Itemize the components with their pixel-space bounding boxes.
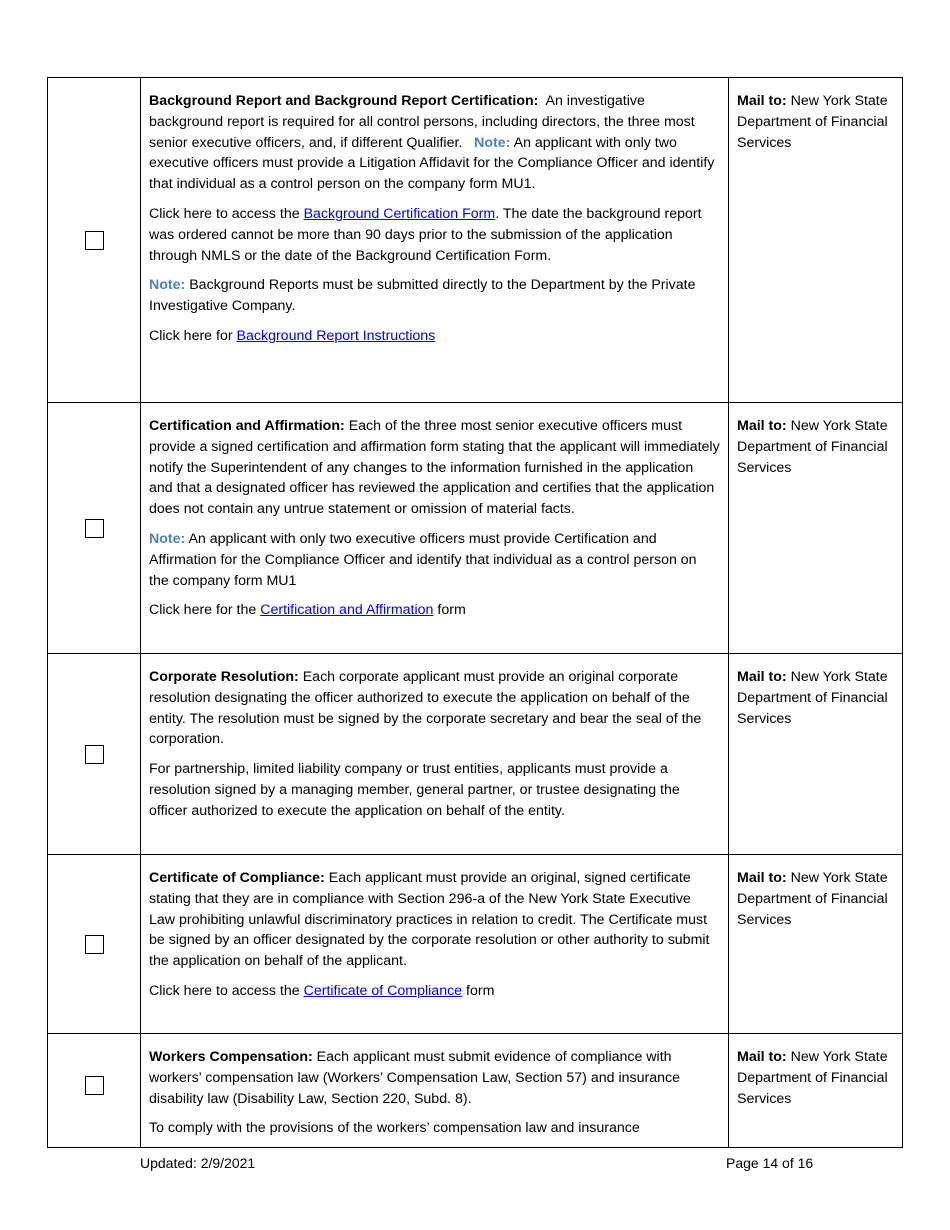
description-cell: Corporate Resolution: Each corporate applicant must provide an original corporate resolution designating the officer authorized to execute the application on behalf of the entity. The resolution must be signed by the corporate secretary and bear the seal of the corporation. For partnership, limited liability company or trust entities, applicants must provide a resolution signed by a managing member, general partner, or trustee designating the officer authorized to execute the application on behalf of the entity. <box>141 654 729 855</box>
mail-to-label: Mail to: <box>737 870 787 886</box>
row-title: Corporate Resolution: <box>149 669 299 685</box>
footer-page-number: Page 14 of 16 <box>726 1155 814 1171</box>
mail-to-address: New York State Department of Financial Services <box>737 870 888 928</box>
certification-affirmation-link[interactable]: Certification and Affirmation <box>260 602 434 619</box>
description-cell: Certificate of Compliance: Each applicant must provide an original, signed certificate stating that they are in compliance with Section 296-a of the New York State Executive Law prohibiting unlawful discriminatory practices in relation to credit. The Certificate must be signed by an officer designated by the corporate resolution or other authority to submit the application on behalf of the applicant. Click here to access the Certificate of Compliance form <box>141 855 729 1034</box>
checkbox-corporate-resolution[interactable] <box>85 745 104 764</box>
checkbox-certification-affirmation[interactable] <box>85 519 104 538</box>
mail-to-label: Mail to: <box>737 1049 787 1065</box>
mail-to-address: New York State Department of Financial Services <box>737 669 888 727</box>
mail-to-label: Mail to: <box>737 418 787 434</box>
table-row-certification-affirmation <box>48 403 903 654</box>
row-title: Workers Compensation: <box>149 1049 313 1065</box>
certificate-of-compliance-link[interactable]: Certificate of Compliance <box>303 982 463 999</box>
checkbox-workers-compensation[interactable] <box>85 1076 104 1095</box>
row-title: Certificate of Compliance: <box>149 870 325 886</box>
note-label: Note: <box>474 134 511 151</box>
row-title: Background Report and Background Report Certification: <box>149 93 539 109</box>
background-report-instructions-link[interactable]: Background Report Instructions <box>236 327 436 344</box>
mail-to-label: Mail to: <box>737 669 787 685</box>
mail-to-address: New York State Department of Financial Services <box>737 1049 888 1107</box>
table-row-corporate-resolution <box>48 654 903 855</box>
mail-to-cell <box>729 654 903 855</box>
table-row-background-report <box>48 78 903 403</box>
mail-to-address: New York State Department of Financial Services <box>737 93 888 151</box>
note-label: Note: <box>149 277 186 294</box>
table-row-workers-compensation <box>48 1034 903 1148</box>
checkbox-certificate-of-compliance[interactable] <box>85 935 104 954</box>
description-cell: Background Report and Background Report Certification: An investigative background report is required for all control persons, including directors, the three most senior executive officers, and, if different Qualifier. Note: An applicant with only two executive officers must provide a Litigation Affidavit for the Compliance Officer and identify that individual as a control person on the company form MU1. Click here to access the Background Certification Form. The date the background report was ordered cannot be more than 90 days prior to the submission of the application through NMLS or the date of the Background Certification Form. Note: Background Reports must be submitted directly to the Department by the Private Investigative Company. Click here for Background Report Instructions <box>141 78 729 403</box>
mail-to-cell <box>729 855 903 1034</box>
note-label: Note: <box>149 530 186 547</box>
row-title: Certification and Affirmation: <box>149 418 345 434</box>
mail-to-address: New York State Department of Financial Services <box>737 418 888 476</box>
footer-updated-date: Updated: 2/9/2021 <box>140 1155 256 1171</box>
mail-to-cell <box>729 78 903 403</box>
mail-to-label: Mail to: <box>737 93 787 109</box>
description-cell: Certification and Affirmation: Each of the three most senior executive officers must provide a signed certification and affirmation form stating that the applicant will immediately notify the Superintendent of any changes to the information furnished in the application and that a designated officer has reviewed the application and certifies that the application does not contain any untrue statement or omission of material facts. Note: An applicant with only two executive officers must provide Certification and Affirmation for the Compliance Officer and identify that individual as a control person on the company form MU1 Click here for the Certification and Affirmation form <box>141 403 729 654</box>
description-cell: Workers Compensation: Each applicant must submit evidence of compliance with workers’ compensation law (Workers’ Compensation Law, Section 57) and insurance disability law (Disability Law, Section 220, Subd. 8). To comply with the provisions of the workers’ compensation law and insurance <box>141 1034 729 1148</box>
checkbox-background-report[interactable] <box>85 231 104 250</box>
requirements-table <box>47 77 903 1148</box>
background-certification-form-link[interactable]: Background Certification Form <box>303 205 496 222</box>
mail-to-cell <box>729 403 903 654</box>
mail-to-cell <box>729 1034 903 1148</box>
table-row-certificate-of-compliance <box>48 855 903 1034</box>
